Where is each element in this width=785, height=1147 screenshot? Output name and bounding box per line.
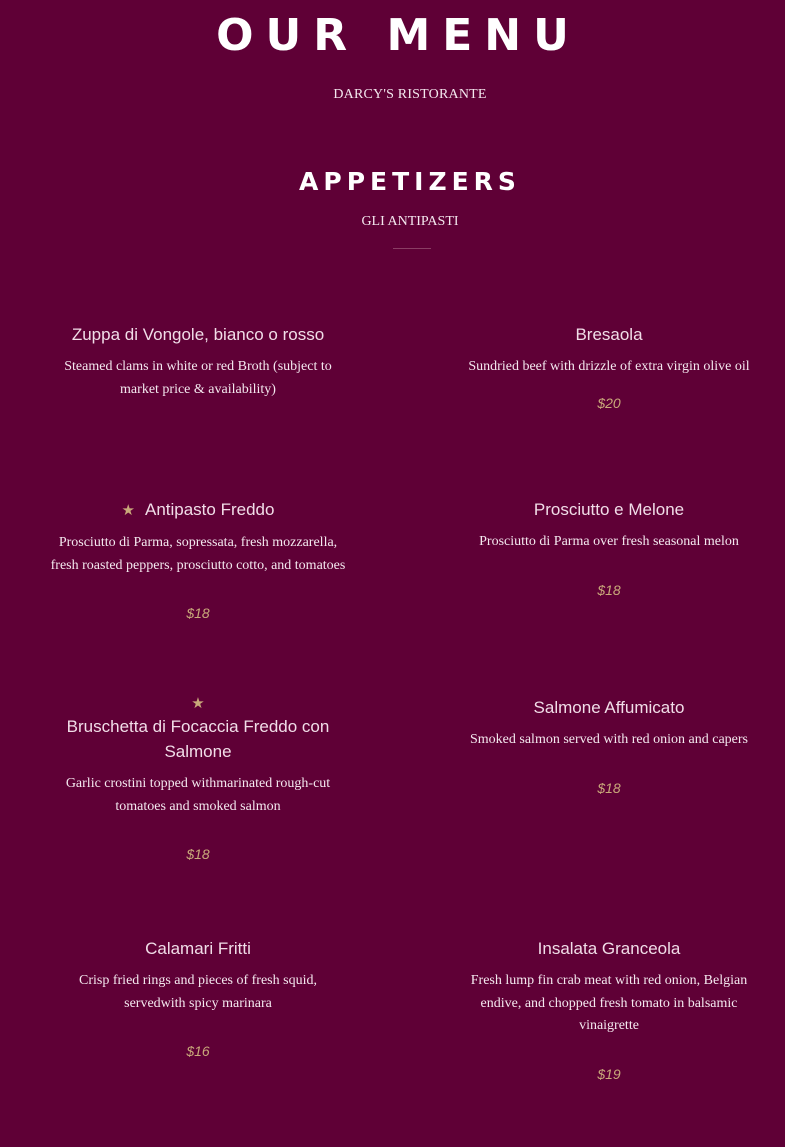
item-price: $18 xyxy=(597,581,621,598)
section-divider xyxy=(393,248,431,249)
item-description: Prosciutto di Parma, sopressata, fresh mozzarella, fresh roasted peppers, prosciutto cotto, and tomatoes xyxy=(50,535,346,573)
menu-item xyxy=(464,936,754,1084)
menu-item xyxy=(458,695,760,798)
item-name: Bruschetta di Focaccia Freddo con Salmone xyxy=(66,717,330,761)
item-price: $18 xyxy=(186,846,210,862)
menu-item xyxy=(68,936,328,1061)
item-price: $18 xyxy=(597,779,621,796)
item-name-line xyxy=(48,497,348,523)
item-name: Zuppa di Vongole, bianco o rosso xyxy=(71,325,325,344)
menu-item xyxy=(458,497,760,600)
star-icon: ★ xyxy=(121,501,135,519)
item-name: Salmone Affumicato xyxy=(533,698,685,717)
item-name: Insalata Granceola xyxy=(537,939,681,958)
item-name: Bresaola xyxy=(575,325,643,344)
item-name: Antipasto Freddo xyxy=(144,500,275,519)
page-title: OUR MENU xyxy=(216,10,581,61)
item-price: $18 xyxy=(186,605,210,621)
item-name: Calamari Fritti xyxy=(145,939,251,958)
item-description: Garlic crostini topped withmarinated rough-cut tomatoes and smoked salmon xyxy=(65,776,331,814)
menu-item xyxy=(48,322,348,401)
star-icon: ★ xyxy=(191,694,205,712)
item-price: $20 xyxy=(597,394,621,411)
item-description: Steamed clams in white or red Broth (subject to market price & availability) xyxy=(64,359,332,397)
section-title: APPETIZERS xyxy=(299,167,521,196)
item-description: Fresh lump fin crab meat with red onion, Belgian endive, and chopped fresh tomato in balsamic vinaigrette xyxy=(470,973,748,1033)
item-price: $16 xyxy=(186,1043,210,1059)
item-description: Smoked salmon served with red onion and capers xyxy=(470,732,748,747)
section-subtitle: GLI ANTIPASTI xyxy=(361,214,459,229)
item-name: Prosciutto e Melone xyxy=(533,500,685,519)
item-description: Prosciutto di Parma over fresh seasonal melon xyxy=(479,534,739,549)
menu-item xyxy=(58,692,338,864)
item-description: Sundried beef with drizzle of extra virgin olive oil xyxy=(468,359,750,374)
menu-item xyxy=(458,322,760,413)
menu-item xyxy=(48,497,348,623)
restaurant-name: DARCY'S RISTORANTE xyxy=(333,87,487,102)
item-description: Crisp fried rings and pieces of fresh squid, servedwith spicy marinara xyxy=(79,973,317,1011)
item-price: $19 xyxy=(597,1065,621,1082)
